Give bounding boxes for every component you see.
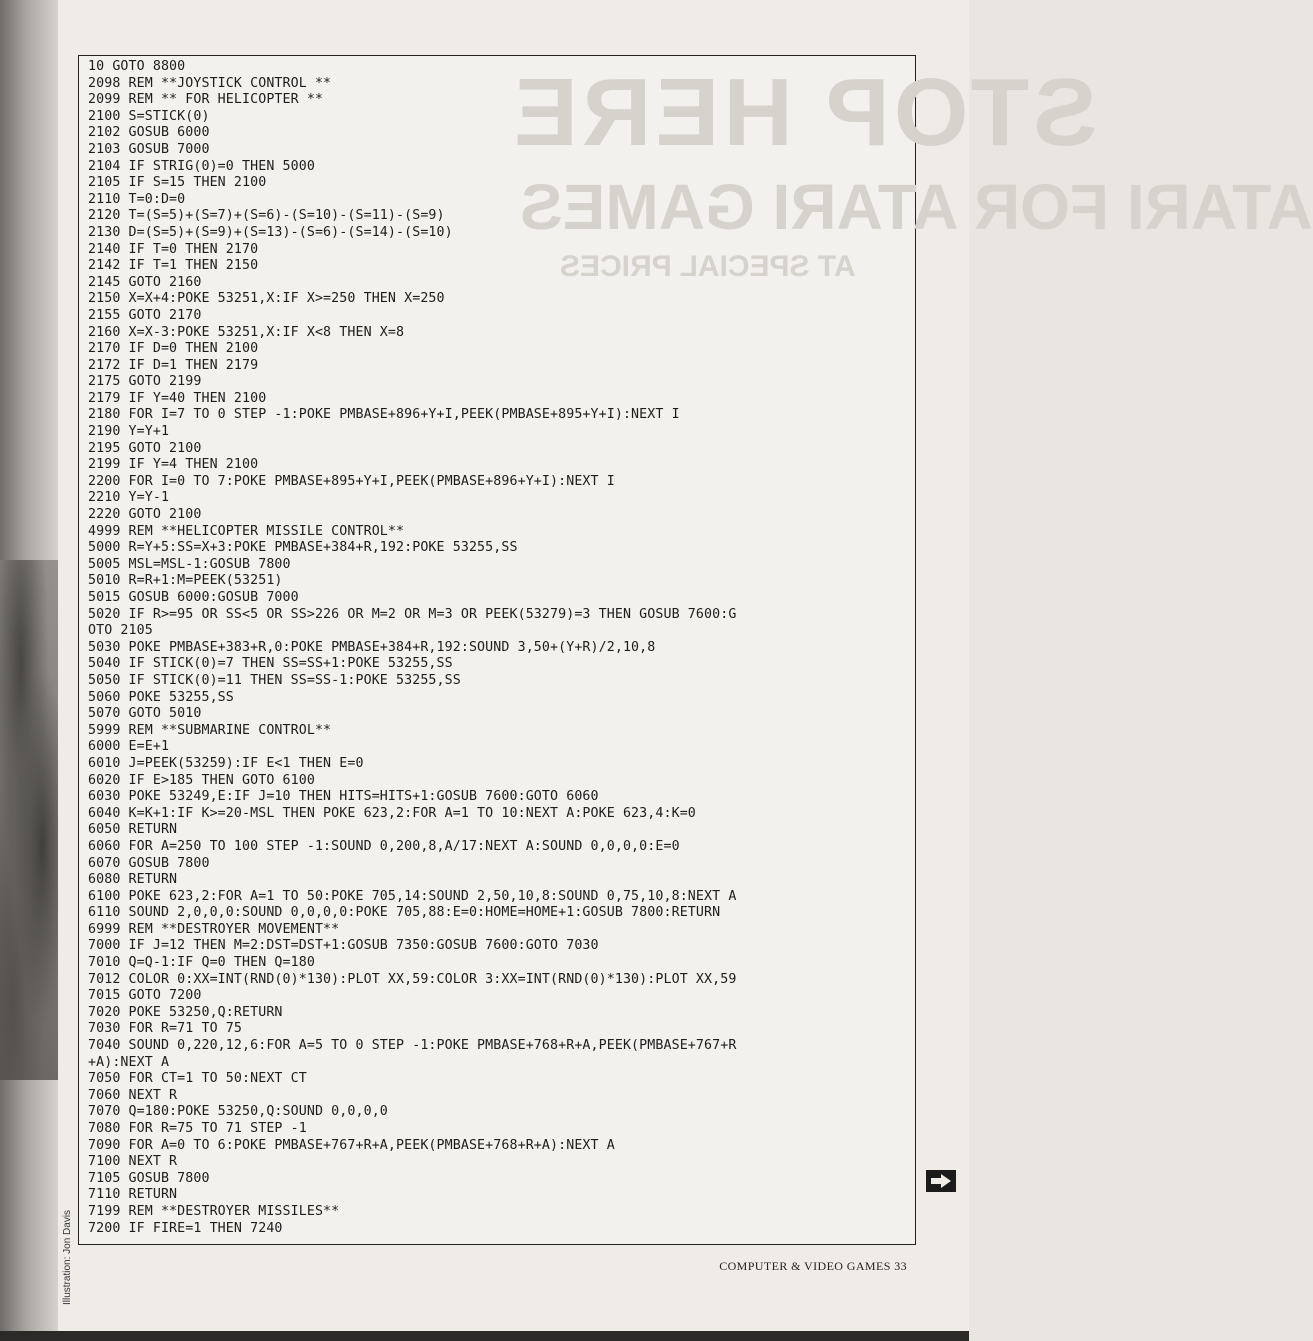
- code-line: 5005 MSL=MSL-1:GOSUB 7800: [88, 556, 291, 572]
- code-line: 6060 FOR A=250 TO 100 STEP -1:SOUND 0,200,8,A/17:NEXT A:SOUND 0,0,0,0:E=0: [88, 838, 680, 854]
- page-bottom-edge: [0, 1331, 969, 1341]
- code-line: 2180 FOR I=7 TO 0 STEP -1:POKE PMBASE+896+Y+I,PEEK(PMBASE+895+Y+I):NEXT I: [88, 407, 680, 423]
- code-line: 7015 GOTO 7200: [88, 988, 202, 1004]
- code-line: 2155 GOTO 2170: [88, 307, 202, 323]
- code-line: 6110 SOUND 2,0,0,0:SOUND 0,0,0,0:POKE 705,88:E=0:HOME=HOME+1:GOSUB 7800:RETURN: [88, 905, 721, 921]
- code-line: 2103 GOSUB 7000: [88, 141, 210, 157]
- code-line: 2130 D=(S=5)+(S=9)+(S=13)-(S=6)-(S=14)-(S=10): [88, 224, 453, 240]
- code-line: 5040 IF STICK(0)=7 THEN SS=SS+1:POKE 53255,SS: [88, 656, 453, 672]
- code-line: 6020 IF E>185 THEN GOTO 6100: [88, 772, 315, 788]
- code-line: 2099 REM ** FOR HELICOPTER **: [88, 92, 324, 108]
- code-line: 4999 REM **HELICOPTER MISSILE CONTROL**: [88, 523, 405, 539]
- code-line: 2102 GOSUB 6000: [88, 125, 210, 141]
- show-through-subhead: ATARI FOR ATARI GAMES: [520, 171, 1313, 243]
- code-line: 6040 K=K+1:IF K>=20-MSL THEN POKE 623,2:FOR A=1 TO 10:NEXT A:POKE 623,4:K=0: [88, 805, 696, 821]
- code-line: 6080 RETURN: [88, 872, 178, 888]
- code-line: 2190 Y=Y+1: [88, 424, 170, 440]
- code-line: 7010 Q=Q-1:IF Q=0 THEN Q=180: [88, 955, 315, 971]
- code-line: 5050 IF STICK(0)=11 THEN SS=SS-1:POKE 53255,SS: [88, 672, 461, 688]
- code-line: 2140 IF T=0 THEN 2170: [88, 241, 259, 257]
- code-line: 7012 COLOR 0:XX=INT(RND(0)*130):PLOT XX,59:COLOR 3:XX=INT(RND(0)*130):PLOT XX,59: [88, 971, 737, 987]
- code-line: 6070 GOSUB 7800: [88, 855, 210, 871]
- code-line: 7100 NEXT R: [88, 1154, 178, 1170]
- code-line: 5010 R=R+1:M=PEEK(53251): [88, 573, 283, 589]
- code-line: 2105 IF S=15 THEN 2100: [88, 175, 267, 191]
- code-line: 7000 IF J=12 THEN M=2:DST=DST+1:GOSUB 7350:GOSUB 7600:GOTO 7030: [88, 938, 599, 954]
- code-line: 2170 IF D=0 THEN 2100: [88, 341, 259, 357]
- code-line: 2210 Y=Y-1: [88, 490, 170, 506]
- code-line: 6050 RETURN: [88, 822, 178, 838]
- code-line: 7070 Q=180:POKE 53250,Q:SOUND 0,0,0,0: [88, 1104, 388, 1120]
- code-line: 7040 SOUND 0,220,12,6:FOR A=5 TO 0 STEP -1:POKE PMBASE+768+R+A,PEEK(PMBASE+767+R: [88, 1038, 737, 1054]
- code-line: 7105 GOSUB 7800: [88, 1170, 210, 1186]
- code-line: 5060 POKE 53255,SS: [88, 689, 234, 705]
- code-line: 5015 GOSUB 6000:GOSUB 7000: [88, 590, 299, 605]
- code-line: 5030 POKE PMBASE+383+R,0:POKE PMBASE+384+R,192:SOUND 3,50+(Y+R)/2,10,8: [88, 639, 656, 655]
- basic-program-listing: [88, 59, 736, 1237]
- code-line: 6000 E=E+1: [88, 739, 170, 755]
- code-line: 2110 T=0:D=0: [88, 191, 186, 207]
- show-through-tagline: AT SPECIAL PRICES: [560, 250, 856, 283]
- code-line: 7110 RETURN: [88, 1187, 178, 1203]
- code-line: 5000 R=Y+5:SS=X+3:POKE PMBASE+384+R,192:POKE 53255,SS: [88, 540, 518, 556]
- code-line: 7020 POKE 53250,Q:RETURN: [88, 1004, 283, 1020]
- code-line: 2175 GOTO 2199: [88, 374, 202, 390]
- illustration-credit: Illustration: Jon Davis: [62, 1209, 73, 1305]
- code-line: 7080 FOR R=75 TO 71 STEP -1: [88, 1121, 307, 1136]
- code-line: 2172 IF D=1 THEN 2179: [88, 357, 259, 373]
- code-line: 6999 REM **DESTROYER MOVEMENT**: [88, 921, 340, 937]
- code-line: 2142 IF T=1 THEN 2150: [88, 258, 259, 274]
- code-line: 2199 IF Y=4 THEN 2100: [88, 457, 259, 473]
- magazine-name: COMPUTER & VIDEO GAMES: [719, 1259, 891, 1273]
- code-line: 2098 REM **JOYSTICK CONTROL **: [88, 75, 332, 91]
- code-line: 2145 GOTO 2160: [88, 274, 202, 290]
- code-line: 6100 POKE 623,2:FOR A=1 TO 50:POKE 705,14:SOUND 2,50,10,8:SOUND 0,75,10,8:NEXT A: [88, 888, 737, 904]
- code-line: 2195 GOTO 2100: [88, 440, 202, 456]
- code-line: 5999 REM **SUBMARINE CONTROL**: [88, 722, 332, 738]
- page-footer: [719, 1259, 907, 1274]
- show-through-headline: STOP HERE: [510, 59, 1098, 166]
- code-line: +A):NEXT A: [88, 1054, 170, 1070]
- code-line: 5020 IF R>=95 OR SS<5 OR SS>226 OR M=2 OR M=3 OR PEEK(53279)=3 THEN GOSUB 7600:G: [88, 606, 737, 622]
- code-line: 6010 J=PEEK(53259):IF E<1 THEN E=0: [88, 755, 364, 771]
- code-line: 2104 IF STRIG(0)=0 THEN 5000: [88, 158, 315, 174]
- code-line: 2150 X=X+4:POKE 53251,X:IF X>=250 THEN X=250: [88, 291, 445, 307]
- code-line: 7199 REM **DESTROYER MISSILES**: [88, 1203, 340, 1219]
- code-line: 2179 IF Y=40 THEN 2100: [88, 390, 267, 406]
- code-line: 7060 NEXT R: [88, 1087, 178, 1103]
- continue-arrow-icon: [926, 1170, 956, 1192]
- code-line: 10 GOTO 8800: [88, 59, 186, 74]
- code-line: 7090 FOR A=0 TO 6:POKE PMBASE+767+R+A,PEEK(PMBASE+768+R+A):NEXT A: [88, 1137, 615, 1153]
- code-line: 2160 X=X-3:POKE 53251,X:IF X<8 THEN X=8: [88, 324, 405, 340]
- code-line: 5070 GOTO 5010: [88, 706, 202, 722]
- code-line: 7200 IF FIRE=1 THEN 7240: [88, 1220, 283, 1236]
- code-line: 7050 FOR CT=1 TO 50:NEXT CT: [88, 1071, 307, 1087]
- page-number: 33: [894, 1259, 907, 1273]
- code-line: OTO 2105: [88, 623, 153, 639]
- code-line: 2100 S=STICK(0): [88, 108, 210, 124]
- code-line: 2220 GOTO 2100: [88, 507, 202, 523]
- code-line: 2200 FOR I=0 TO 7:POKE PMBASE+895+Y+I,PEEK(PMBASE+896+Y+I):NEXT I: [88, 473, 615, 489]
- code-line: 7030 FOR R=71 TO 75: [88, 1021, 243, 1037]
- code-line: 2120 T=(S=5)+(S=7)+(S=6)-(S=10)-(S=11)-(S=9): [88, 208, 445, 224]
- code-line: 6030 POKE 53249,E:IF J=10 THEN HITS=HITS+1:GOSUB 7600:GOTO 6060: [88, 789, 599, 805]
